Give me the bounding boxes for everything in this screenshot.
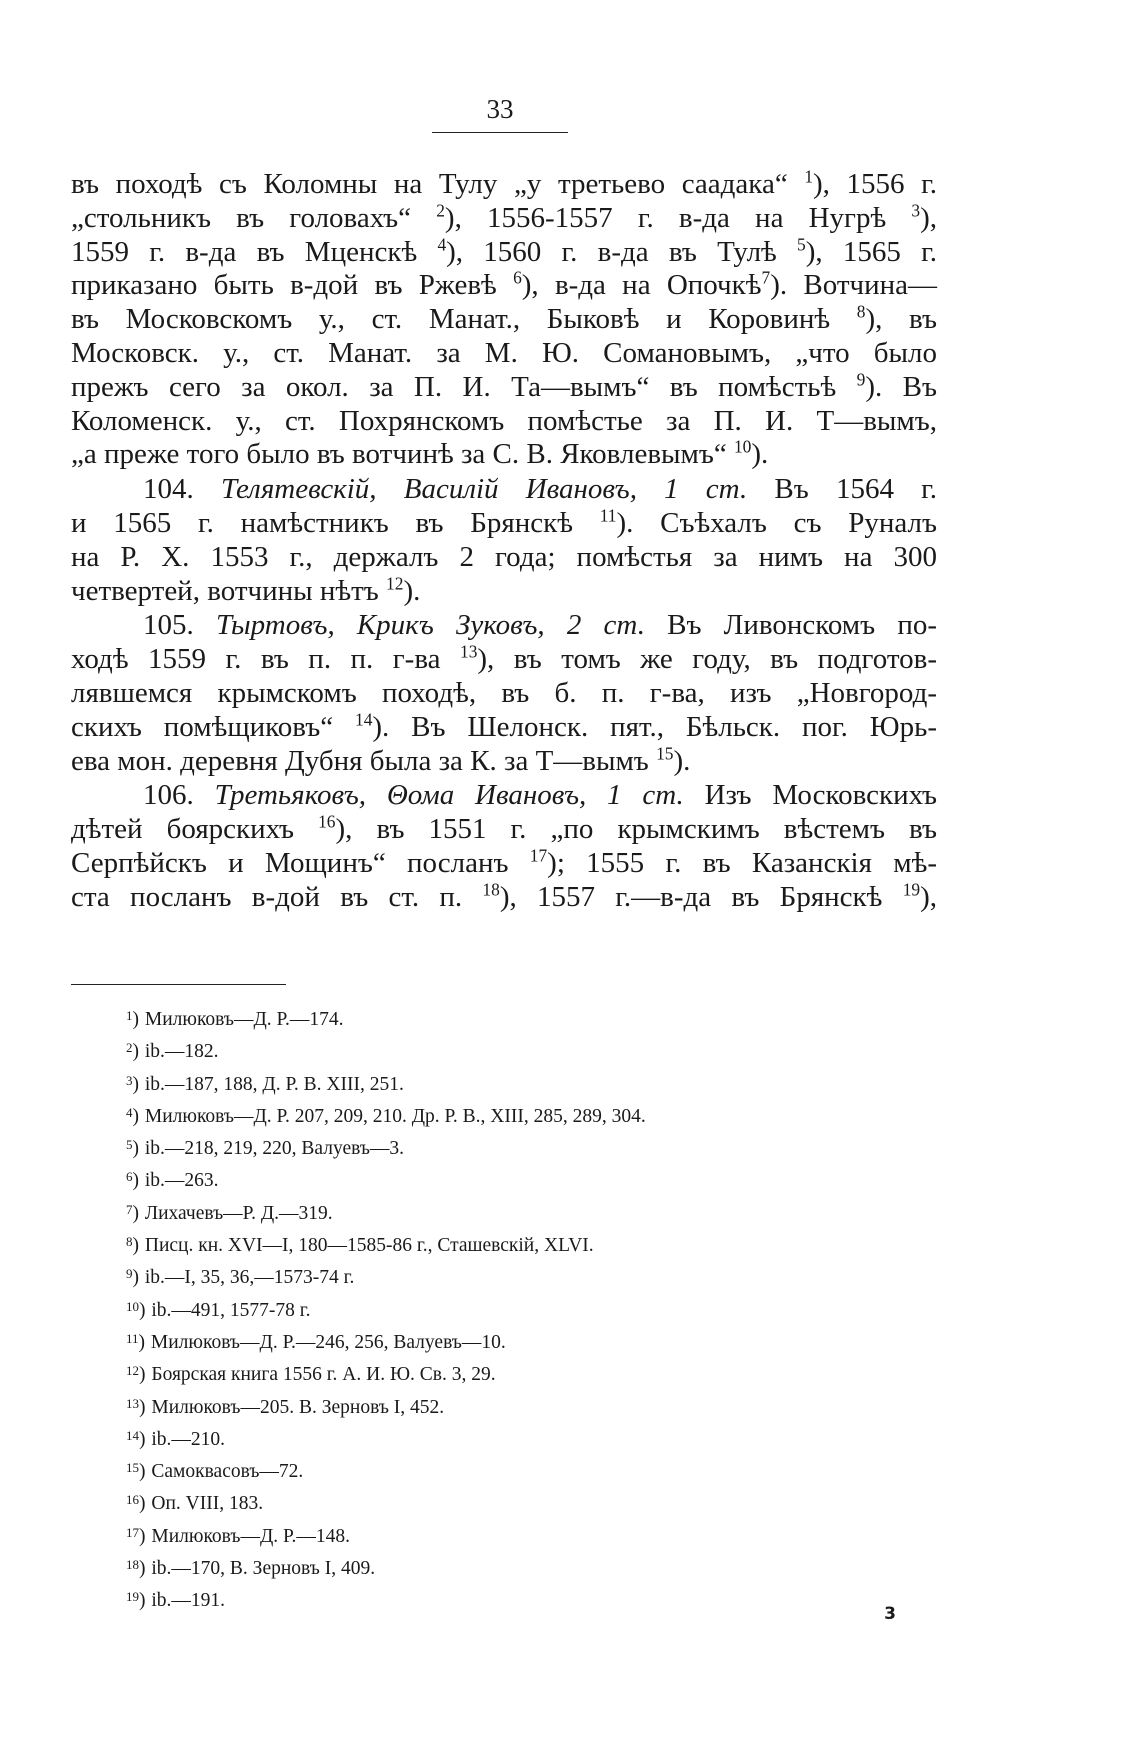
footnotes-list — [126, 1002, 946, 1616]
footnote: $^8$ ) Писц. кн. XVI—I, 180—1585-86 г., Сташевскій, XLVI. — [126, 1228, 946, 1260]
footnote: $^1$ ) Милюковъ—Д. Р.—174. — [126, 1002, 946, 1034]
footnote-number: $^{12}$ ) — [126, 1363, 146, 1378]
footnote: $^9$ ) ib.—I, 35, 36,—1573-74 г. — [126, 1260, 946, 1292]
text-line: на Р. Х. 1553 г., держалъ 2 года; помѣстья за нимъ на 300 — [71, 540, 937, 573]
footnote-number: $^6$ ) — [126, 1169, 139, 1184]
footnote: $^7$ ) Лихачевъ—Р. Д.—319. — [126, 1196, 946, 1228]
text-line: Московск. у., ст. Манат. за М. Ю. Сомановымъ, „что было — [71, 336, 937, 369]
footnote-number: $^4$ ) — [126, 1105, 139, 1120]
footnote-number: $^7$ ) — [126, 1202, 139, 1217]
footnote: $^3$ ) ib.—187, 188, Д. Р. В. XIII, 251. — [126, 1067, 946, 1099]
footnote-number: $^{13}$ ) — [126, 1396, 146, 1411]
text-line: „стольникъ въ головахъ“ $^2$), 1556-1557 г. в-да на Нугрѣ $^3$), — [71, 200, 938, 234]
text-line: 1559 г. в-да въ Мценскѣ $^4$), 1560 г. в-да въ Тулѣ $^5$), 1565 г. — [71, 233, 937, 268]
footnote-number: $^{17}$ ) — [126, 1525, 146, 1540]
text-line: четвертей, вотчины нѣтъ $^{12}$). — [71, 572, 421, 607]
footnote-ref[interactable]: 3 — [911, 200, 921, 221]
footnote-number: $^{16}$ ) — [126, 1492, 146, 1507]
footnote-ref[interactable]: 5 — [797, 233, 806, 254]
entry-name: Тыртовъ, Крикъ Зуковъ, 2 ст. — [215, 609, 645, 642]
footnote-number: $^{19}$ ) — [126, 1589, 146, 1604]
footnote-number: $^1$ ) — [126, 1008, 139, 1023]
text-line: дѣтей боярскихъ $^{16}$), въ 1551 г. „по крымскимъ вѣстемъ въ — [71, 811, 937, 846]
footnote-ref[interactable]: 10 — [733, 436, 752, 457]
text-line: скихъ помѣщиковъ“ $^{14}$). Въ Шелонск. пят., Бѣльск. пог. Юрь- — [71, 709, 937, 743]
text-line: въ Московскомъ у., ст. Манат., Быковѣ и Коровинѣ $^8$), въ — [71, 301, 938, 336]
text-line: Серпѣйскъ и Мощинъ“ посланъ $^{17}$); 1555 г. въ Казанскія мѣ- — [71, 845, 937, 879]
footnote: $^2$ ) ib.—182. — [126, 1034, 946, 1066]
entry-104-heading: 104. Телятевскій, Василій Ивановъ, 1 ст. Въ 1564 г. — [143, 473, 938, 506]
footnote: $^{17}$ ) Милюковъ—Д. Р.—148. — [126, 1519, 946, 1551]
footnote: $^4$ ) Милюковъ—Д. Р. 207, 209, 210. Др. Р. В., XIII, 285, 289, 304. — [126, 1099, 946, 1131]
entry-number: 106. — [143, 779, 194, 812]
footnote-ref[interactable]: 4 — [437, 233, 447, 254]
footnote: $^5$ ) ib.—218, 219, 220, Валуевъ—3. — [126, 1131, 946, 1163]
footnote-number: $^{14}$ ) — [126, 1428, 146, 1443]
page-number: 33 — [486, 94, 514, 124]
footnote-ref[interactable]: 9 — [856, 369, 866, 390]
footnote-ref[interactable]: 1 — [804, 166, 814, 187]
footnote: $^{16}$ ) Оп. VIII, 183. — [126, 1486, 946, 1518]
footnote-ref[interactable]: 11 — [599, 505, 617, 526]
footnote-number: $^9$ ) — [126, 1266, 139, 1281]
footnote-number: $^{15}$ ) — [126, 1460, 146, 1475]
footnote-ref[interactable]: 17 — [529, 845, 548, 866]
footnote-ref[interactable]: 6 — [513, 267, 522, 288]
footnote-ref[interactable]: 19 — [902, 879, 921, 900]
footnote: $^{14}$ ) ib.—210. — [126, 1422, 946, 1454]
footnote: $^{12}$ ) Боярская книга 1556 г. А. И. Ю. Св. 3, 29. — [126, 1357, 946, 1389]
footnote-number: $^{11}$ ) — [126, 1331, 145, 1346]
footnote-number: $^2$ ) — [126, 1040, 139, 1055]
text-line: прежъ сего за окол. за П. И. Та—вымъ“ въ помѣстьѣ $^9$). Въ — [71, 369, 937, 403]
footnote-number: $^8$ ) — [126, 1234, 139, 1249]
footnote-ref[interactable]: 13 — [460, 641, 478, 662]
footnote-ref[interactable]: 12 — [386, 572, 404, 593]
text-line: приказано быть в-дой въ Ржевѣ $^6$), в-да на Опочкѣ$^7$). Вотчина— — [71, 267, 937, 302]
text-line: „а преже того было въ вотчинѣ за С. В. Яковлевымъ“ $^{10}$). — [71, 436, 769, 471]
footnote-number: $^{18}$ ) — [126, 1557, 146, 1572]
footnote-ref[interactable]: 2 — [436, 200, 445, 221]
text-line: ева мон. деревня Дубня была за К. за Т—вымъ $^{15}$). — [71, 742, 691, 777]
footnote-ref[interactable]: 15 — [656, 742, 674, 763]
footnote-ref[interactable]: 8 — [856, 301, 866, 322]
text-line: въ походѣ съ Коломны на Тулу „у третьево саадака“ $^1$), 1556 г. — [71, 166, 938, 200]
footnote: $^{18}$ ) ib.—170, В. Зерновъ I, 409. — [126, 1551, 946, 1583]
entry-number: 105. — [143, 609, 194, 642]
footnote: $^{11}$ ) Милюковъ—Д. Р.—246, 256, Валуевъ—10. — [126, 1325, 946, 1357]
entry-name: Телятевскій, Василій Ивановъ, 1 ст. — [220, 473, 748, 506]
entry-name: Третьяковъ, Θома Ивановъ, 1 ст. — [214, 779, 684, 812]
footnotes-rule — [71, 984, 286, 985]
footnote: $^{19}$ ) ib.—191. — [126, 1583, 946, 1615]
footnote: $^6$ ) ib.—263. — [126, 1163, 946, 1195]
entry-106-heading: 106. Третьяковъ, Θома Ивановъ, 1 ст. Изъ Московскихъ — [143, 779, 937, 812]
text-line: лявшемся крымскомъ походѣ, въ б. п. г-ва, изъ „Новгород- — [71, 676, 937, 709]
footnote-ref[interactable]: 16 — [318, 811, 336, 832]
header-rule — [432, 132, 568, 133]
footnote-ref[interactable]: 7 — [761, 267, 771, 288]
signature-mark: 3 — [884, 1604, 896, 1624]
footnote-ref[interactable]: 18 — [482, 879, 500, 900]
footnote: $^{10}$ ) ib.—491, 1577-78 г. — [126, 1293, 946, 1325]
main-text — [71, 168, 937, 915]
footnote: $^{13}$ ) Милюковъ—205. В. Зерновъ I, 452. — [126, 1390, 946, 1422]
footnote-ref[interactable]: 14 — [355, 709, 373, 730]
text-line: ходѣ 1559 г. въ п. п. г-ва $^{13}$), въ томъ же году, въ подготов- — [71, 641, 937, 676]
text-line: Коломенск. у., ст. Похрянскомъ помѣстье за П. И. Т—вымъ, — [71, 404, 937, 437]
footnote: $^{15}$ ) Самоквасовъ—72. — [126, 1454, 946, 1486]
text-line: и 1565 г. намѣстникъ въ Брянскѣ $^{11}$). Съѣхалъ съ Руналъ — [71, 505, 937, 539]
entry-105-heading: 105. Тыртовъ, Крикъ Зуковъ, 2 ст. Въ Ливонскомъ по- — [143, 609, 938, 642]
entry-number: 104. — [143, 473, 194, 506]
footnote-number: $^3$ ) — [126, 1073, 139, 1088]
text-line: ста посланъ в-дой въ ст. п. $^{18}$), 1557 г.—в-да въ Брянскѣ $^{19}$), — [71, 879, 937, 913]
footnote-number: $^{10}$ ) — [126, 1299, 146, 1314]
footnote-number: $^5$ ) — [126, 1137, 139, 1152]
